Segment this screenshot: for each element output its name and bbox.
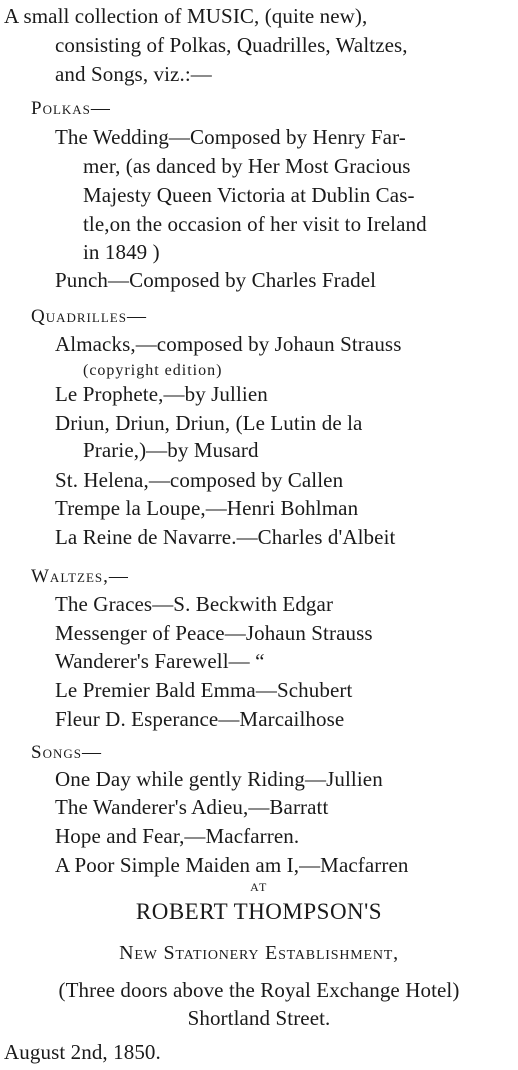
intro-line-3: and Songs, viz.:— [55, 62, 212, 86]
location-note: (Three doors above the Royal Exchange Hotel) [58, 978, 460, 1002]
street-name: Shortland Street. [187, 1006, 331, 1030]
quadrille-item: Driun, Driun, Driun, (Le Lutin de la [55, 411, 363, 435]
quadrille-item: Trempe la Loupe,—Henri Bohlman [55, 496, 359, 520]
polka-item: Majesty Queen Victoria at Dublin Cas- [83, 183, 415, 207]
quadrille-item-note: (copyright edition) [83, 362, 223, 379]
polka-item: Punch—Composed by Charles Fradel [55, 268, 377, 292]
waltz-item: Messenger of Peace—Johaun Strauss [55, 621, 373, 645]
section-heading-polkas: Polkas— [31, 98, 111, 119]
intro-line-2: consisting of Polkas, Quadrilles, Waltzes, [55, 33, 408, 57]
establishment-name: New Stationery Establishment, [119, 942, 399, 964]
song-item: Hope and Fear,—Macfarren. [55, 824, 300, 848]
waltz-item: Le Premier Bald Emma—Schubert [55, 678, 353, 702]
polka-item: in 1849 ) [83, 240, 160, 264]
section-heading-waltzes: Waltzes,— [31, 566, 129, 587]
polka-item: The Wedding—Composed by Henry Far- [55, 125, 406, 149]
waltz-item: Wanderer's Farewell— “ [55, 649, 265, 673]
quadrille-item: Le Prophete,—by Jullien [55, 382, 268, 406]
song-item: A Poor Simple Maiden am I,—Macfarren [55, 853, 409, 877]
section-heading-songs: Songs— [31, 742, 102, 763]
song-item: The Wanderer's Adieu,—Barratt [55, 795, 329, 819]
polka-item: mer, (as danced by Her Most Gracious [83, 154, 411, 178]
intro-line-1: A small collection of MUSIC, (quite new), [4, 4, 368, 28]
footer-at: AT [250, 880, 268, 894]
section-heading-quadrilles: Quadrilles— [31, 306, 147, 327]
song-item: One Day while gently Riding—Jullien [55, 767, 383, 791]
date-line: August 2nd, 1850. [4, 1040, 161, 1064]
waltz-item: The Graces—S. Beckwith Edgar [55, 592, 334, 616]
waltz-item: Fleur D. Esperance—Marcailhose [55, 707, 345, 731]
quadrille-item: La Reine de Navarre.—Charles d'Albeit [55, 525, 396, 549]
polka-item: tle,on the occasion of her visit to Ireland [83, 212, 427, 236]
quadrille-item: Almacks,—composed by Johaun Strauss [55, 332, 402, 356]
shop-name: ROBERT THOMPSON'S [135, 899, 383, 924]
quadrille-item: St. Helena,—composed by Callen [55, 468, 344, 492]
quadrille-item: Prarie,)—by Musard [83, 438, 259, 462]
